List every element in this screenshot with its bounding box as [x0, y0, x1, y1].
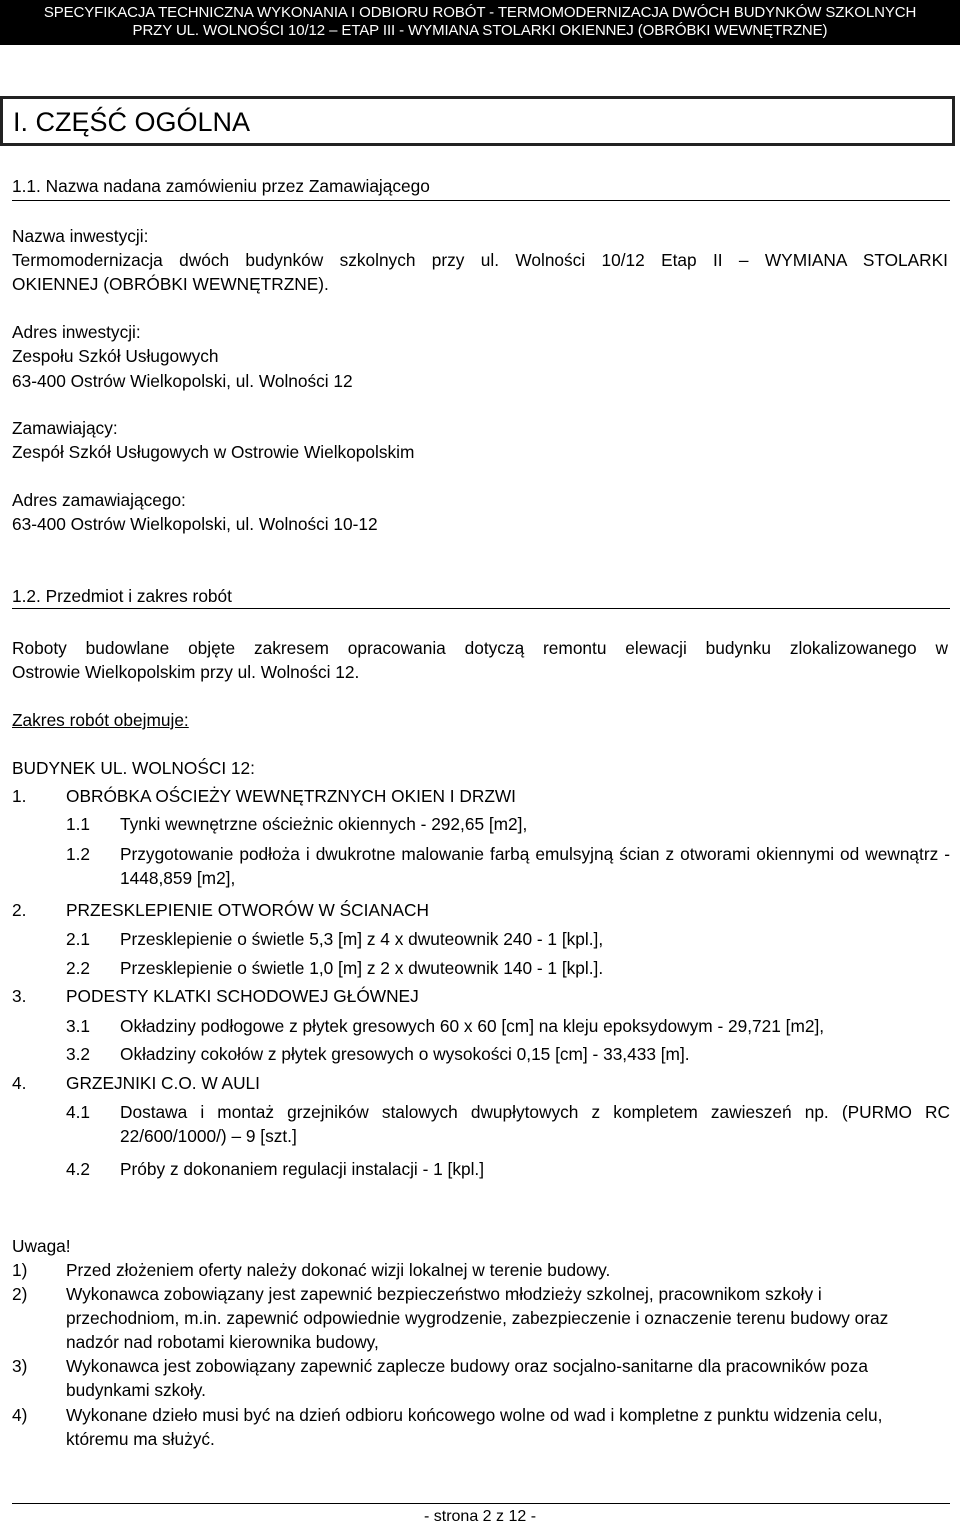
note-text: Wykonane dzieło musi być na dzień odbioru końcowego wolne od wad i kompletne z punktu widzenia celu, któremu ma służyć.	[66, 1405, 883, 1449]
address-line-1: Zespołu Szkół Usługowych	[12, 346, 219, 366]
item-number: 1.	[12, 786, 27, 806]
subitem-text: Próby z dokonaniem regulacji instalacji - 1 [kpl.]	[120, 1159, 485, 1179]
item-number: 3.	[12, 986, 27, 1006]
note-text: Wykonawca zobowiązany jest zapewnić bezpieczeństwo młodzieży szkolnej, pracownikom szkoły i przechodniom, m.in. zapewnić odpowiednie wygrodzenie, zabezpieczenie i oznaczenie terenu budowy oraz nadzór nad robotami kierownika budowy,	[66, 1284, 889, 1352]
footer-rule	[12, 1503, 950, 1504]
address-line-2: 63-400 Ostrów Wielkopolski, ul. Wolności 12	[12, 371, 353, 391]
item-number: 2.	[12, 900, 27, 920]
client-label: Zamawiający:	[12, 418, 118, 438]
heading-1-2: 1.2. Przedmiot i zakres robót	[12, 586, 232, 606]
heading-1-1-rule	[12, 200, 950, 201]
note-number: 3)	[12, 1356, 28, 1376]
header-line-1: SPECYFIKACJA TECHNICZNA WYKONANIA I ODBIORU ROBÓT - TERMOMODERNIZACJA DWÓCH BUDYNKÓW SZKOLNYCH	[43, 4, 917, 21]
client-address-label: Adres zamawiającego:	[12, 490, 186, 510]
address-label: Adres inwestycji:	[12, 322, 141, 342]
section-title-box	[0, 96, 955, 146]
subitem-text: Okładziny podłogowe z płytek gresowych 60 x 60 [cm] na kleju epoksydowym - 29,721 [m2],	[120, 1016, 825, 1036]
item-number: 4.	[12, 1073, 27, 1093]
subitem-text: Okładziny cokołów z płytek gresowych o wysokości 0,15 [cm] - 33,433 [m].	[120, 1044, 690, 1064]
page-number: - strona 2 z 12 -	[423, 1508, 537, 1525]
subitem-number: 1.1	[66, 814, 91, 834]
note-text: Wykonawca jest zobowiązany zapewnić zaplecze budowy oraz socjalno-sanitarne dla pracowników poza budynkami szkoły.	[66, 1356, 868, 1400]
document-header	[0, 0, 960, 45]
investment-name-line-1: Termomodernizacja dwóch budynków szkolnych przy ul. Wolności 10/12 Etap II – WYMIANA STOLARKI	[12, 250, 948, 270]
item-title: PODESTY KLATKI SCHODOWEJ GŁÓWNEJ	[66, 986, 419, 1006]
note-number: 2)	[12, 1284, 28, 1304]
note-number: 4)	[12, 1405, 28, 1425]
subitem-number: 1.2	[66, 844, 91, 864]
building-label: BUDYNEK UL. WOLNOŚCI 12:	[12, 758, 255, 778]
header-line-2: PRZY UL. WOLNOŚCI 10/12 – ETAP III - WYMIANA STOLARKI OKIENNEJ (OBRÓBKI WEWNĘTRZNE)	[132, 22, 828, 39]
scope-label: Zakres robót obejmuje:	[12, 710, 189, 730]
subitem-text: Tynki wewnętrzne ościeżnic okiennych - 292,65 [m2],	[120, 814, 528, 834]
client-address: 63-400 Ostrów Wielkopolski, ul. Wolności 10-12	[12, 514, 378, 534]
subitem-number: 4.1	[66, 1102, 91, 1122]
subitem-number: 2.1	[66, 929, 91, 949]
note-number: 1)	[12, 1260, 28, 1280]
investment-name-label: Nazwa inwestycji:	[12, 226, 149, 246]
subitem-text: Przesklepienie o świetle 1,0 [m] z 2 x dwuteownik 140 - 1 [kpl.].	[120, 958, 604, 978]
item-title: GRZEJNIKI C.O. W AULI	[66, 1073, 260, 1093]
section-title: I. CZĘŚĆ OGÓLNA	[13, 107, 251, 137]
subitem-text: Dostawa i montaż grzejników stalowych dwupłytowych z kompletem zawieszeń np. (PURMO RC 22/600/1000/) – 9 [szt.]	[120, 1102, 950, 1146]
client-name: Zespół Szkół Usługowych w Ostrowie Wielkopolskim	[12, 442, 415, 462]
item-title: OBRÓBKA OŚCIEŻY WEWNĘTRZNYCH OKIEN I DRZWI	[66, 786, 516, 806]
subitem-number: 3.1	[66, 1016, 91, 1036]
note-text: Przed złożeniem oferty należy dokonać wizji lokalnej w terenie budowy.	[66, 1260, 611, 1280]
heading-1-2-rule	[12, 608, 950, 609]
investment-name-line-2: OKIENNEJ (OBRÓBKI WEWNĘTRZNE).	[12, 274, 329, 294]
subitem-number: 2.2	[66, 958, 91, 978]
heading-1-1: 1.1. Nazwa nadana zamówieniu przez Zamawiającego	[12, 176, 430, 196]
item-title: PRZESKLEPIENIE OTWORÓW W ŚCIANACH	[66, 900, 429, 920]
scope-intro-line-1: Roboty budowlane objęte zakresem opracowania dotyczą remontu elewacji budynku zlokalizowanego w	[12, 638, 948, 658]
scope-intro-line-2: Ostrowie Wielkopolskim przy ul. Wolności 12.	[12, 662, 360, 682]
subitem-text: Przygotowanie podłoża i dwukrotne malowanie farbą emulsyjną ścian z otworami okiennymi od wewnątrz - 1448,859 [m2],	[120, 844, 950, 888]
subitem-number: 4.2	[66, 1159, 91, 1179]
notes-label: Uwaga!	[12, 1236, 71, 1256]
subitem-number: 3.2	[66, 1044, 91, 1064]
subitem-text: Przesklepienie o świetle 5,3 [m] z 4 x dwuteownik 240 - 1 [kpl.],	[120, 929, 604, 949]
